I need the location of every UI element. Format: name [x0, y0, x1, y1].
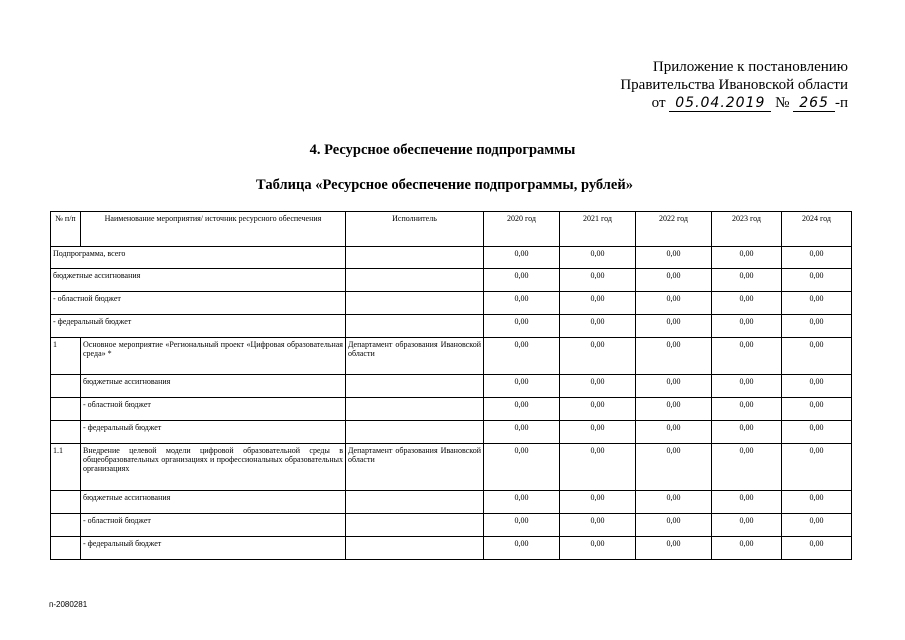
value-cell: 0,00 — [560, 444, 636, 491]
value-cell: 0,00 — [560, 338, 636, 375]
value-cell: 0,00 — [484, 444, 560, 491]
value-cell: 0,00 — [636, 269, 712, 292]
column-header: № п/п — [51, 212, 81, 247]
from-label: от — [651, 95, 666, 111]
value-cell: 0,00 — [782, 398, 852, 421]
table-row — [51, 375, 852, 398]
header-line-2: Правительства Ивановской области — [620, 77, 848, 93]
row-number-cell — [51, 398, 81, 421]
row-name-cell: - областной бюджет — [81, 514, 346, 537]
value-cell: 0,00 — [636, 514, 712, 537]
row-number-cell — [51, 421, 81, 444]
value-cell: 0,00 — [560, 537, 636, 560]
executor-cell — [346, 292, 484, 315]
value-cell: 0,00 — [560, 491, 636, 514]
document-code: п-2080281 — [49, 600, 88, 609]
header-line-1: Приложение к постановлению — [652, 59, 848, 75]
executor-cell — [346, 315, 484, 338]
row-number-cell: 1 — [51, 338, 81, 375]
value-cell: 0,00 — [782, 491, 852, 514]
value-cell: 0,00 — [636, 491, 712, 514]
table-row — [51, 315, 852, 338]
value-cell: 0,00 — [782, 444, 852, 491]
row-name-cell: Внедрение целевой модели цифровой образовательной среды в общеобразовательных организациях и профессиональных образовательных организациях — [81, 444, 346, 491]
executor-cell — [346, 247, 484, 269]
table-row — [51, 338, 852, 375]
value-cell: 0,00 — [484, 292, 560, 315]
table-row — [51, 491, 852, 514]
value-cell: 0,00 — [712, 421, 782, 444]
value-cell: 0,00 — [484, 537, 560, 560]
column-header: Исполнитель — [346, 212, 484, 247]
value-cell: 0,00 — [712, 269, 782, 292]
value-cell: 0,00 — [712, 514, 782, 537]
value-cell: 0,00 — [560, 292, 636, 315]
value-cell: 0,00 — [712, 444, 782, 491]
executor-cell — [346, 514, 484, 537]
executor-cell — [346, 269, 484, 292]
column-header: 2021 год — [560, 212, 636, 247]
table-row — [51, 247, 852, 269]
value-cell: 0,00 — [712, 491, 782, 514]
header-line-3 — [620, 94, 848, 112]
handwritten-number: 265 — [793, 96, 835, 112]
row-name-cell: бюджетные ассигнования — [51, 269, 346, 292]
value-cell: 0,00 — [484, 375, 560, 398]
value-cell: 0,00 — [636, 338, 712, 375]
value-cell: 0,00 — [636, 292, 712, 315]
value-cell: 0,00 — [712, 398, 782, 421]
value-cell: 0,00 — [712, 338, 782, 375]
value-cell: 0,00 — [484, 514, 560, 537]
executor-cell — [346, 537, 484, 560]
table-row — [51, 514, 852, 537]
value-cell: 0,00 — [712, 375, 782, 398]
value-cell: 0,00 — [782, 514, 852, 537]
value-cell: 0,00 — [560, 421, 636, 444]
row-name-cell: - федеральный бюджет — [81, 537, 346, 560]
value-cell: 0,00 — [484, 315, 560, 338]
row-number-cell — [51, 491, 81, 514]
value-cell: 0,00 — [484, 247, 560, 269]
row-name-cell: - областной бюджет — [51, 292, 346, 315]
value-cell: 0,00 — [782, 421, 852, 444]
value-cell: 0,00 — [636, 421, 712, 444]
value-cell: 0,00 — [560, 398, 636, 421]
value-cell: 0,00 — [636, 375, 712, 398]
table-row — [51, 269, 852, 292]
value-cell: 0,00 — [560, 315, 636, 338]
table-row — [51, 537, 852, 560]
row-name-cell: Основное мероприятие «Региональный проект «Цифровая образовательная среда» * — [81, 338, 346, 375]
value-cell: 0,00 — [560, 514, 636, 537]
table-row — [51, 292, 852, 315]
value-cell: 0,00 — [712, 247, 782, 269]
value-cell: 0,00 — [782, 315, 852, 338]
column-header: Наименование мероприятия/ источник ресурсного обеспечения — [81, 212, 346, 247]
row-number-cell — [51, 537, 81, 560]
value-cell: 0,00 — [484, 491, 560, 514]
table-row — [51, 444, 852, 491]
value-cell: 0,00 — [636, 444, 712, 491]
executor-cell — [346, 398, 484, 421]
row-name-cell: - федеральный бюджет — [51, 315, 346, 338]
value-cell: 0,00 — [484, 338, 560, 375]
value-cell: 0,00 — [712, 315, 782, 338]
table-header-row — [51, 212, 852, 247]
row-name-cell: - областной бюджет — [81, 398, 346, 421]
value-cell: 0,00 — [484, 398, 560, 421]
column-header: 2023 год — [712, 212, 782, 247]
resource-table — [50, 211, 852, 560]
number-label: № — [775, 95, 790, 111]
row-number-cell — [51, 375, 81, 398]
value-cell: 0,00 — [484, 269, 560, 292]
row-name-cell: бюджетные ассигнования — [81, 375, 346, 398]
value-cell: 0,00 — [484, 421, 560, 444]
row-number-cell: 1.1 — [51, 444, 81, 491]
column-header: 2022 год — [636, 212, 712, 247]
value-cell: 0,00 — [560, 375, 636, 398]
row-name-cell: бюджетные ассигнования — [81, 491, 346, 514]
section-title: 4. Ресурсное обеспечение подпрограммы — [309, 142, 576, 158]
executor-cell: Департамент образования Ивановской области — [346, 444, 484, 491]
value-cell: 0,00 — [636, 315, 712, 338]
value-cell: 0,00 — [636, 537, 712, 560]
value-cell: 0,00 — [712, 537, 782, 560]
value-cell: 0,00 — [560, 247, 636, 269]
executor-cell — [346, 421, 484, 444]
executor-cell — [346, 491, 484, 514]
executor-cell — [346, 375, 484, 398]
value-cell: 0,00 — [712, 292, 782, 315]
column-header: 2020 год — [484, 212, 560, 247]
table-row — [51, 421, 852, 444]
table-row — [51, 398, 852, 421]
header-block — [620, 58, 848, 112]
row-name-cell: Подпрограмма, всего — [51, 247, 346, 269]
column-header: 2024 год — [782, 212, 852, 247]
value-cell: 0,00 — [782, 269, 852, 292]
handwritten-date: 05.04.2019 — [669, 96, 771, 112]
row-number-cell — [51, 514, 81, 537]
value-cell: 0,00 — [636, 398, 712, 421]
table-title: Таблица «Ресурсное обеспечение подпрограммы, рублей» — [256, 177, 633, 193]
value-cell: 0,00 — [636, 247, 712, 269]
value-cell: 0,00 — [782, 338, 852, 375]
value-cell: 0,00 — [782, 537, 852, 560]
value-cell: 0,00 — [560, 269, 636, 292]
number-suffix: -п — [834, 95, 848, 111]
row-name-cell: - федеральный бюджет — [81, 421, 346, 444]
executor-cell: Департамент образования Ивановской области — [346, 338, 484, 375]
value-cell: 0,00 — [782, 375, 852, 398]
value-cell: 0,00 — [782, 247, 852, 269]
value-cell: 0,00 — [782, 292, 852, 315]
